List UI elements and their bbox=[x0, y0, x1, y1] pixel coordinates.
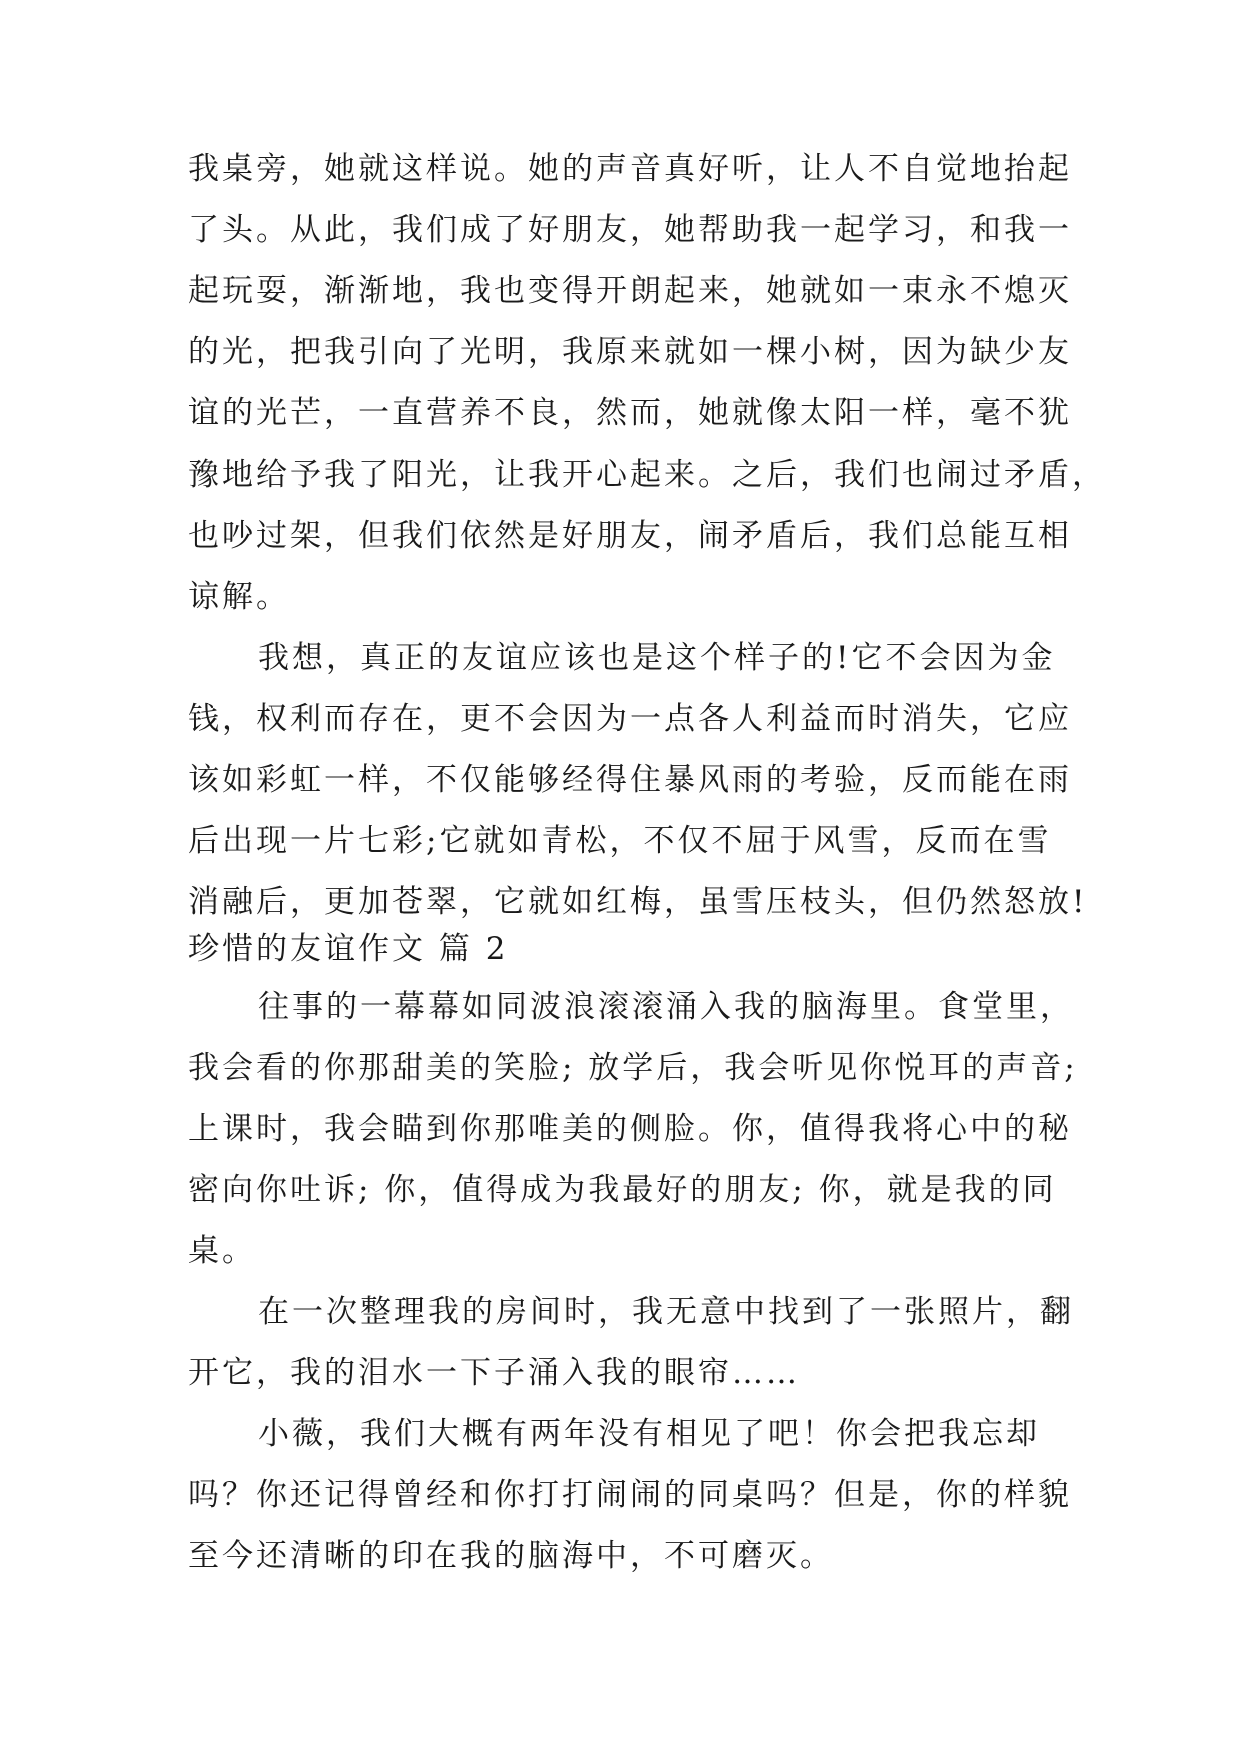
text-line: 密向你吐诉; 你，值得成为我最好的朋友; 你，就是我的同 bbox=[188, 1172, 1057, 1208]
paragraph-start-line: 往事的一幕幕如同波浪滚滚涌入我的脑海里。食堂里， bbox=[258, 989, 1074, 1025]
text-line: 至今还清晰的印在我的脑海中，不可磨灭。 bbox=[188, 1538, 834, 1574]
text-line: 起玩耍，渐渐地，我也变得开朗起来，她就如一束永不熄灭 bbox=[188, 273, 1072, 309]
text-line: 上课时，我会瞄到你那唯美的侧脸。你，值得我将心中的秘 bbox=[188, 1111, 1072, 1147]
text-line: 后出现一片七彩;它就如青松，不仅不屈于风雪，反而在雪 bbox=[188, 823, 1052, 859]
paragraph-start-line: 我想，真正的友谊应该也是这个样子的!它不会因为金 bbox=[258, 640, 1056, 676]
text-line: 开它，我的泪水一下子涌入我的眼帘…… bbox=[188, 1355, 800, 1391]
text-line: 钱，权利而存在，更不会因为一点各人利益而时消失，它应 bbox=[188, 701, 1072, 737]
paragraph-start-line: 在一次整理我的房间时，我无意中找到了一张照片，翻 bbox=[258, 1294, 1074, 1330]
text-line: 消融后，更加苍翠，它就如红梅，虽雪压枝头，但仍然怒放! bbox=[188, 884, 1088, 920]
text-line: 该如彩虹一样，不仅能够经得住暴风雨的考验，反而能在雨 bbox=[188, 762, 1072, 798]
text-line: 豫地给予我了阳光，让我开心起来。之后，我们也闹过矛盾， bbox=[188, 457, 1106, 493]
section-heading: 珍惜的友谊作文 篇 2 bbox=[188, 931, 509, 967]
paragraph-start-line: 小薇，我们大概有两年没有相见了吧！你会把我忘却 bbox=[258, 1416, 1040, 1452]
text-line: 谊的光芒，一直营养不良，然而，她就像太阳一样，毫不犹 bbox=[188, 395, 1072, 431]
text-line: 我桌旁，她就这样说。她的声音真好听，让人不自觉地抬起 bbox=[188, 151, 1072, 187]
text-line: 我会看的你那甜美的笑脸; 放学后，我会听见你悦耳的声音; bbox=[188, 1050, 1078, 1086]
text-line: 的光，把我引向了光明，我原来就如一棵小树，因为缺少友 bbox=[188, 334, 1072, 370]
text-line: 了头。从此，我们成了好朋友，她帮助我一起学习，和我一 bbox=[188, 212, 1072, 248]
text-line: 吗？你还记得曾经和你打打闹闹的同桌吗？但是，你的样貌 bbox=[188, 1477, 1072, 1513]
text-line: 谅解。 bbox=[188, 579, 290, 615]
text-line: 桌。 bbox=[188, 1233, 256, 1269]
text-line: 也吵过架，但我们依然是好朋友，闹矛盾后，我们总能互相 bbox=[188, 518, 1072, 554]
